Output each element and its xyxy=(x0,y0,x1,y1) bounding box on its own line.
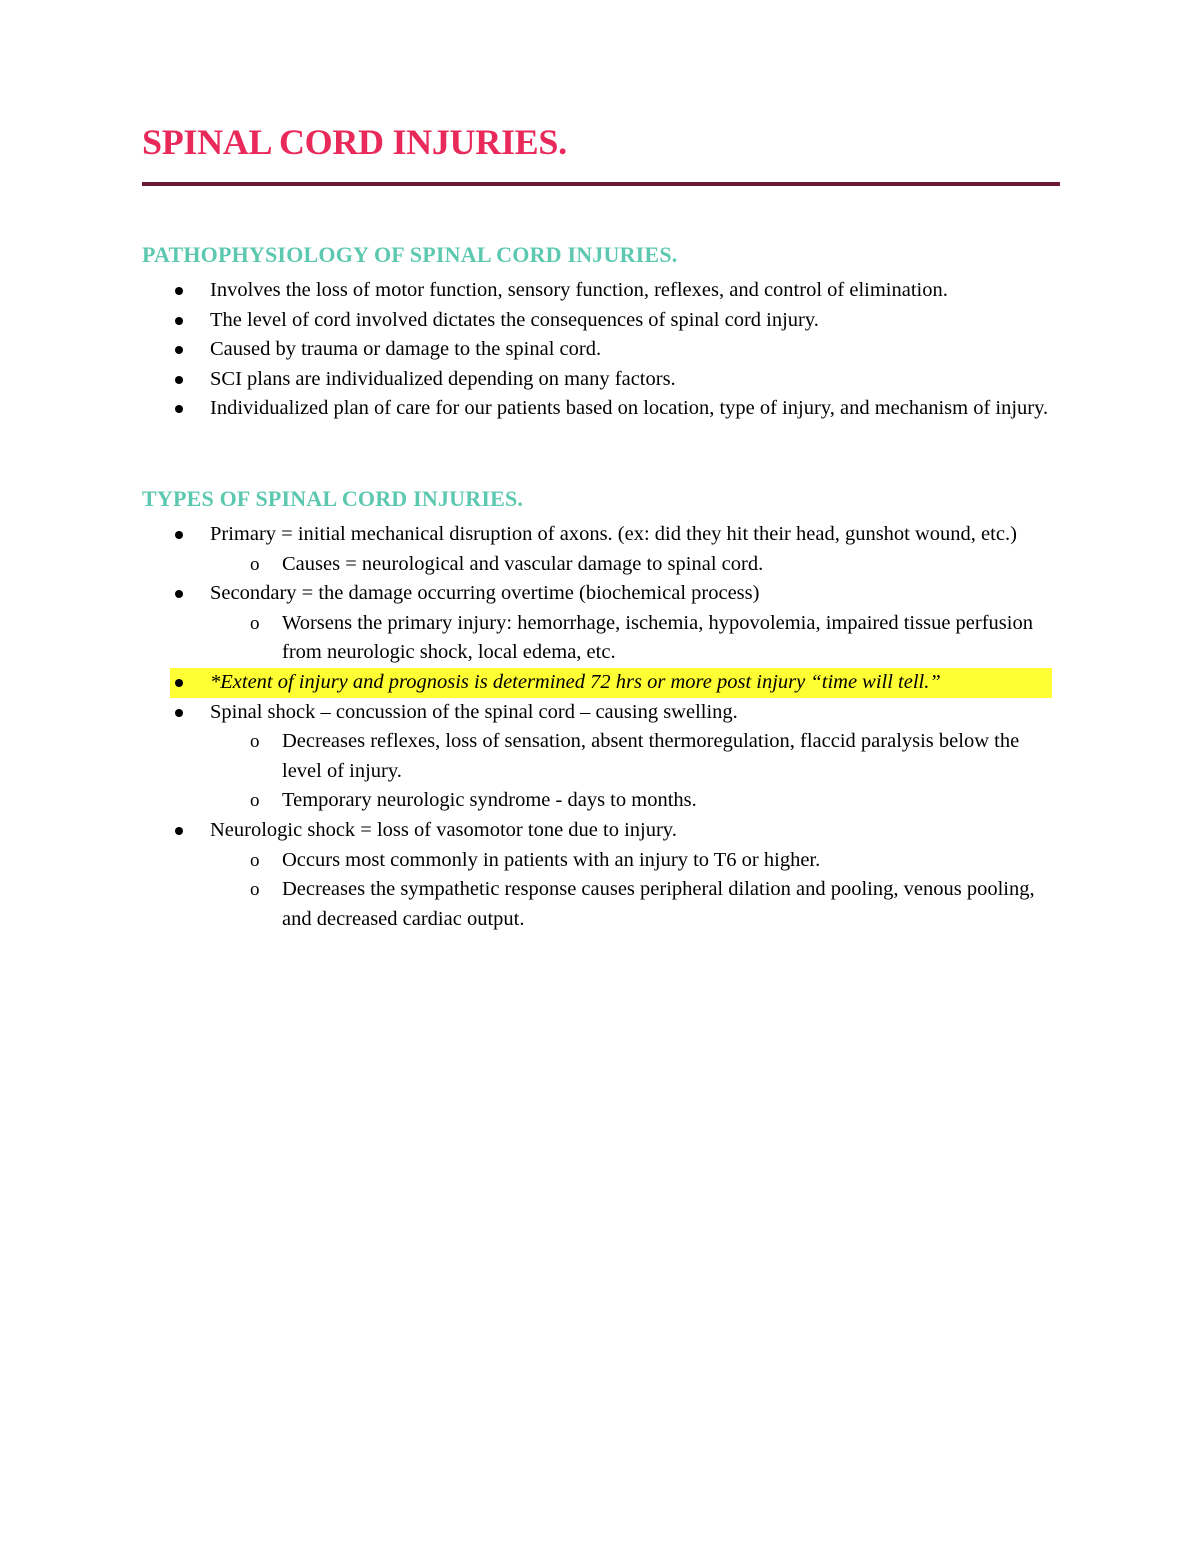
sub-list-item: o Decreases the sympathetic response causes peripheral dilation and pooling, venous pooling, and decreased cardiac output. xyxy=(142,875,1060,934)
sub-list xyxy=(210,550,1060,580)
document-title: SPINAL CORD INJURIES. xyxy=(142,122,567,162)
sub-list-item: o Worsens the primary injury: hemorrhage, ischemia, hypovolemia, impaired tissue perfusion from neurologic shock, local edema, etc. xyxy=(142,609,1060,668)
bullet-icon xyxy=(175,531,183,539)
sub-bullet-icon: o xyxy=(250,790,260,812)
list-item: Caused by trauma or damage to the spinal cord. xyxy=(142,335,1060,365)
section-heading-pathophysiology: PATHOPHYSIOLOGY OF SPINAL CORD INJURIES. xyxy=(142,242,678,267)
bullet-icon xyxy=(175,679,183,687)
bullet-icon xyxy=(175,405,183,413)
sub-list-item: o Causes = neurological and vascular damage to spinal cord. xyxy=(142,550,1060,580)
list-item-neurologic-shock: Neurologic shock = loss of vasomotor tone due to injury. o Occurs most commonly in patients with an injury to T6 or higher. o Decreases the sympathetic response causes peripheral dilation and pooling, venous pooling, and decreased cardiac output. xyxy=(142,816,1060,934)
bullet-icon xyxy=(175,317,183,325)
bullet-icon xyxy=(175,590,183,598)
section-heading-types: TYPES OF SPINAL CORD INJURIES. xyxy=(142,485,524,511)
list-item: Individualized plan of care for our patients based on location, type of injury, and mechanism of injury. xyxy=(142,394,1060,424)
list-item-spinal-shock: Spinal shock – concussion of the spinal cord – causing swelling. o Decreases reflexes, loss of sensation, absent thermoregulation, flaccid paralysis below the level of injury. o Temporary neurologic syndrome - days to months. xyxy=(142,698,1060,816)
sub-list xyxy=(210,727,1060,816)
sub-list-item: o Decreases reflexes, loss of sensation, absent thermoregulation, flaccid paralysis below the level of injury. xyxy=(142,727,1060,786)
list-item-primary: Primary = initial mechanical disruption of axons. (ex: did they hit their head, gunshot wound, etc.) o Causes = neurological and vascular damage to spinal cord. xyxy=(142,520,1060,579)
sub-bullet-icon: o xyxy=(250,553,260,575)
bullet-icon xyxy=(175,287,183,295)
sub-list xyxy=(210,846,1060,935)
bullet-icon xyxy=(175,376,183,384)
sub-bullet-icon: o xyxy=(250,612,260,634)
title-divider xyxy=(142,182,1060,186)
sub-bullet-icon: o xyxy=(250,879,260,901)
sub-list-item: o Occurs most commonly in patients with an injury to T6 or higher. xyxy=(142,846,1060,876)
list-item-secondary: Secondary = the damage occurring overtime (biochemical process) o Worsens the primary injury: hemorrhage, ischemia, hypovolemia, impaired tissue perfusion from neurologic shock, local edema, etc. xyxy=(142,579,1060,668)
bullet-icon xyxy=(175,346,183,354)
bullet-icon xyxy=(175,827,183,835)
types-list xyxy=(142,520,1060,934)
sub-list-item: o Temporary neurologic syndrome - days to months. xyxy=(142,786,1060,816)
bullet-icon xyxy=(175,709,183,717)
list-item: SCI plans are individualized depending on many factors. xyxy=(142,365,1060,395)
list-item: The level of cord involved dictates the consequences of spinal cord injury. xyxy=(142,306,1060,336)
document-page xyxy=(142,118,1060,934)
sub-bullet-icon: o xyxy=(250,849,260,871)
list-item: Involves the loss of motor function, sensory function, reflexes, and control of elimination. xyxy=(142,276,1060,306)
sub-bullet-icon: o xyxy=(250,731,260,753)
list-item-prognosis-highlight: *Extent of injury and prognosis is determined 72 hrs or more post injury “time will tell.” xyxy=(142,668,1060,698)
sub-list xyxy=(210,609,1060,668)
pathophysiology-list xyxy=(142,276,1060,424)
